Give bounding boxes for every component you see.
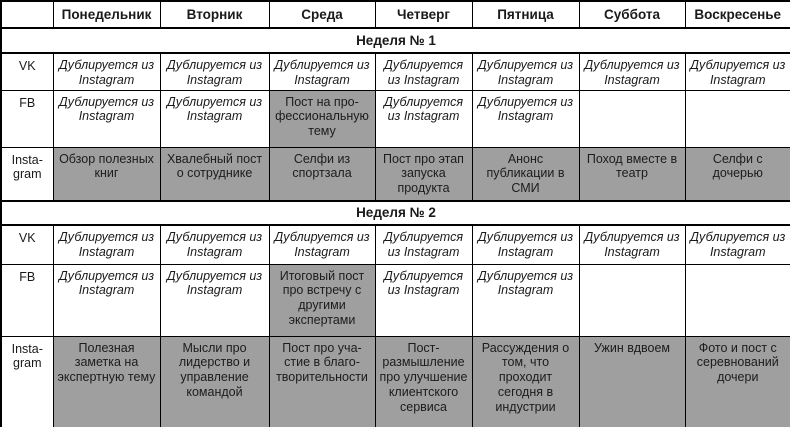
content-cell: Фото и пост с серевнований дочери <box>685 336 790 427</box>
week-1-banner-row <box>1 28 790 53</box>
content-cell: Рассуждения о том, что проходит сегодня в индустрии <box>472 336 579 427</box>
content-cell: Итоговый пост про встречу с другими экспертами <box>269 264 375 336</box>
day-header-sunday: Воскресенье <box>685 1 790 28</box>
day-header-monday: Понедельник <box>53 1 160 28</box>
content-cell: Дублируется из Instagram <box>685 225 790 264</box>
table-row-week2-fb <box>1 264 790 336</box>
content-cell: Дублируется из Instagram <box>160 90 269 147</box>
content-cell: Селфи с дочерью <box>685 147 790 201</box>
content-cell <box>579 90 685 147</box>
content-cell: Дублируется из Instagram <box>53 90 160 147</box>
network-label-vk: VK <box>1 53 53 90</box>
content-cell: Дублируется из Instagram <box>269 53 375 90</box>
day-header-friday: Пятница <box>472 1 579 28</box>
content-cell <box>685 264 790 336</box>
table-row-week1-instagram <box>1 147 790 201</box>
content-cell: Обзор полезных книг <box>53 147 160 201</box>
content-cell: Дублируется из Instagram <box>160 225 269 264</box>
content-cell <box>579 264 685 336</box>
content-cell: Хвалебный пост о сотруднике <box>160 147 269 201</box>
week-1-banner: Неделя № 1 <box>1 28 790 53</box>
network-label-fb: FB <box>1 90 53 147</box>
content-cell: Дублируется из Instagram <box>375 90 472 147</box>
content-cell: Анонс публикации в СМИ <box>472 147 579 201</box>
content-cell: Дублируется из Instagram <box>269 225 375 264</box>
content-cell: Дублируется из Instagram <box>472 225 579 264</box>
table-row-week1-fb <box>1 90 790 147</box>
content-cell: Пост на профессиональную тему <box>269 90 375 147</box>
day-header-thursday: Четверг <box>375 1 472 28</box>
content-cell: Дублируется из Instagram <box>160 53 269 90</box>
content-cell: Дублируется из Instagram <box>53 53 160 90</box>
content-cell: Дублируется из Instagram <box>53 264 160 336</box>
day-header-tuesday: Вторник <box>160 1 269 28</box>
content-cell: Пост про этап запуска продукта <box>375 147 472 201</box>
network-label-fb: FB <box>1 264 53 336</box>
network-label-instagram: Insta-gram <box>1 147 53 201</box>
content-cell <box>685 90 790 147</box>
content-cell: Поход вместе в театр <box>579 147 685 201</box>
content-cell: Дублируется из Instagram <box>375 225 472 264</box>
day-header-wednesday: Среда <box>269 1 375 28</box>
content-cell: Дублируется из Instagram <box>160 264 269 336</box>
content-cell: Мысли про лидерство и управление командой <box>160 336 269 427</box>
content-cell: Пост-размышление про улучшение клиентского сервиса <box>375 336 472 427</box>
week-2-banner: Неделя № 2 <box>1 201 790 225</box>
week-2-banner-row <box>1 201 790 225</box>
table-row-week1-vk <box>1 53 790 90</box>
network-label-vk: VK <box>1 225 53 264</box>
content-cell: Дублируется из Instagram <box>472 53 579 90</box>
table-row-week2-instagram <box>1 336 790 427</box>
content-cell: Дублируется из Instagram <box>472 90 579 147</box>
table-row-week2-vk <box>1 225 790 264</box>
network-label-instagram: Insta-gram <box>1 336 53 427</box>
content-cell: Дублируется из Instagram <box>579 225 685 264</box>
content-cell: Дублируется из Instagram <box>375 264 472 336</box>
content-cell: Дублируется из Instagram <box>53 225 160 264</box>
content-cell: Дублируется из Instagram <box>685 53 790 90</box>
content-cell: Дублируется из Instagram <box>579 53 685 90</box>
day-header-row <box>1 1 790 28</box>
content-cell: Полезная заметка на экспертную тему <box>53 336 160 427</box>
content-cell: Селфи из спортзала <box>269 147 375 201</box>
content-cell: Дублируется из Instagram <box>472 264 579 336</box>
content-cell: Пост про участие в благотворительности <box>269 336 375 427</box>
content-cell: Дублируется из Instagram <box>375 53 472 90</box>
day-header-saturday: Суббота <box>579 1 685 28</box>
content-cell: Ужин вдвоем <box>579 336 685 427</box>
corner-cell <box>1 1 53 28</box>
